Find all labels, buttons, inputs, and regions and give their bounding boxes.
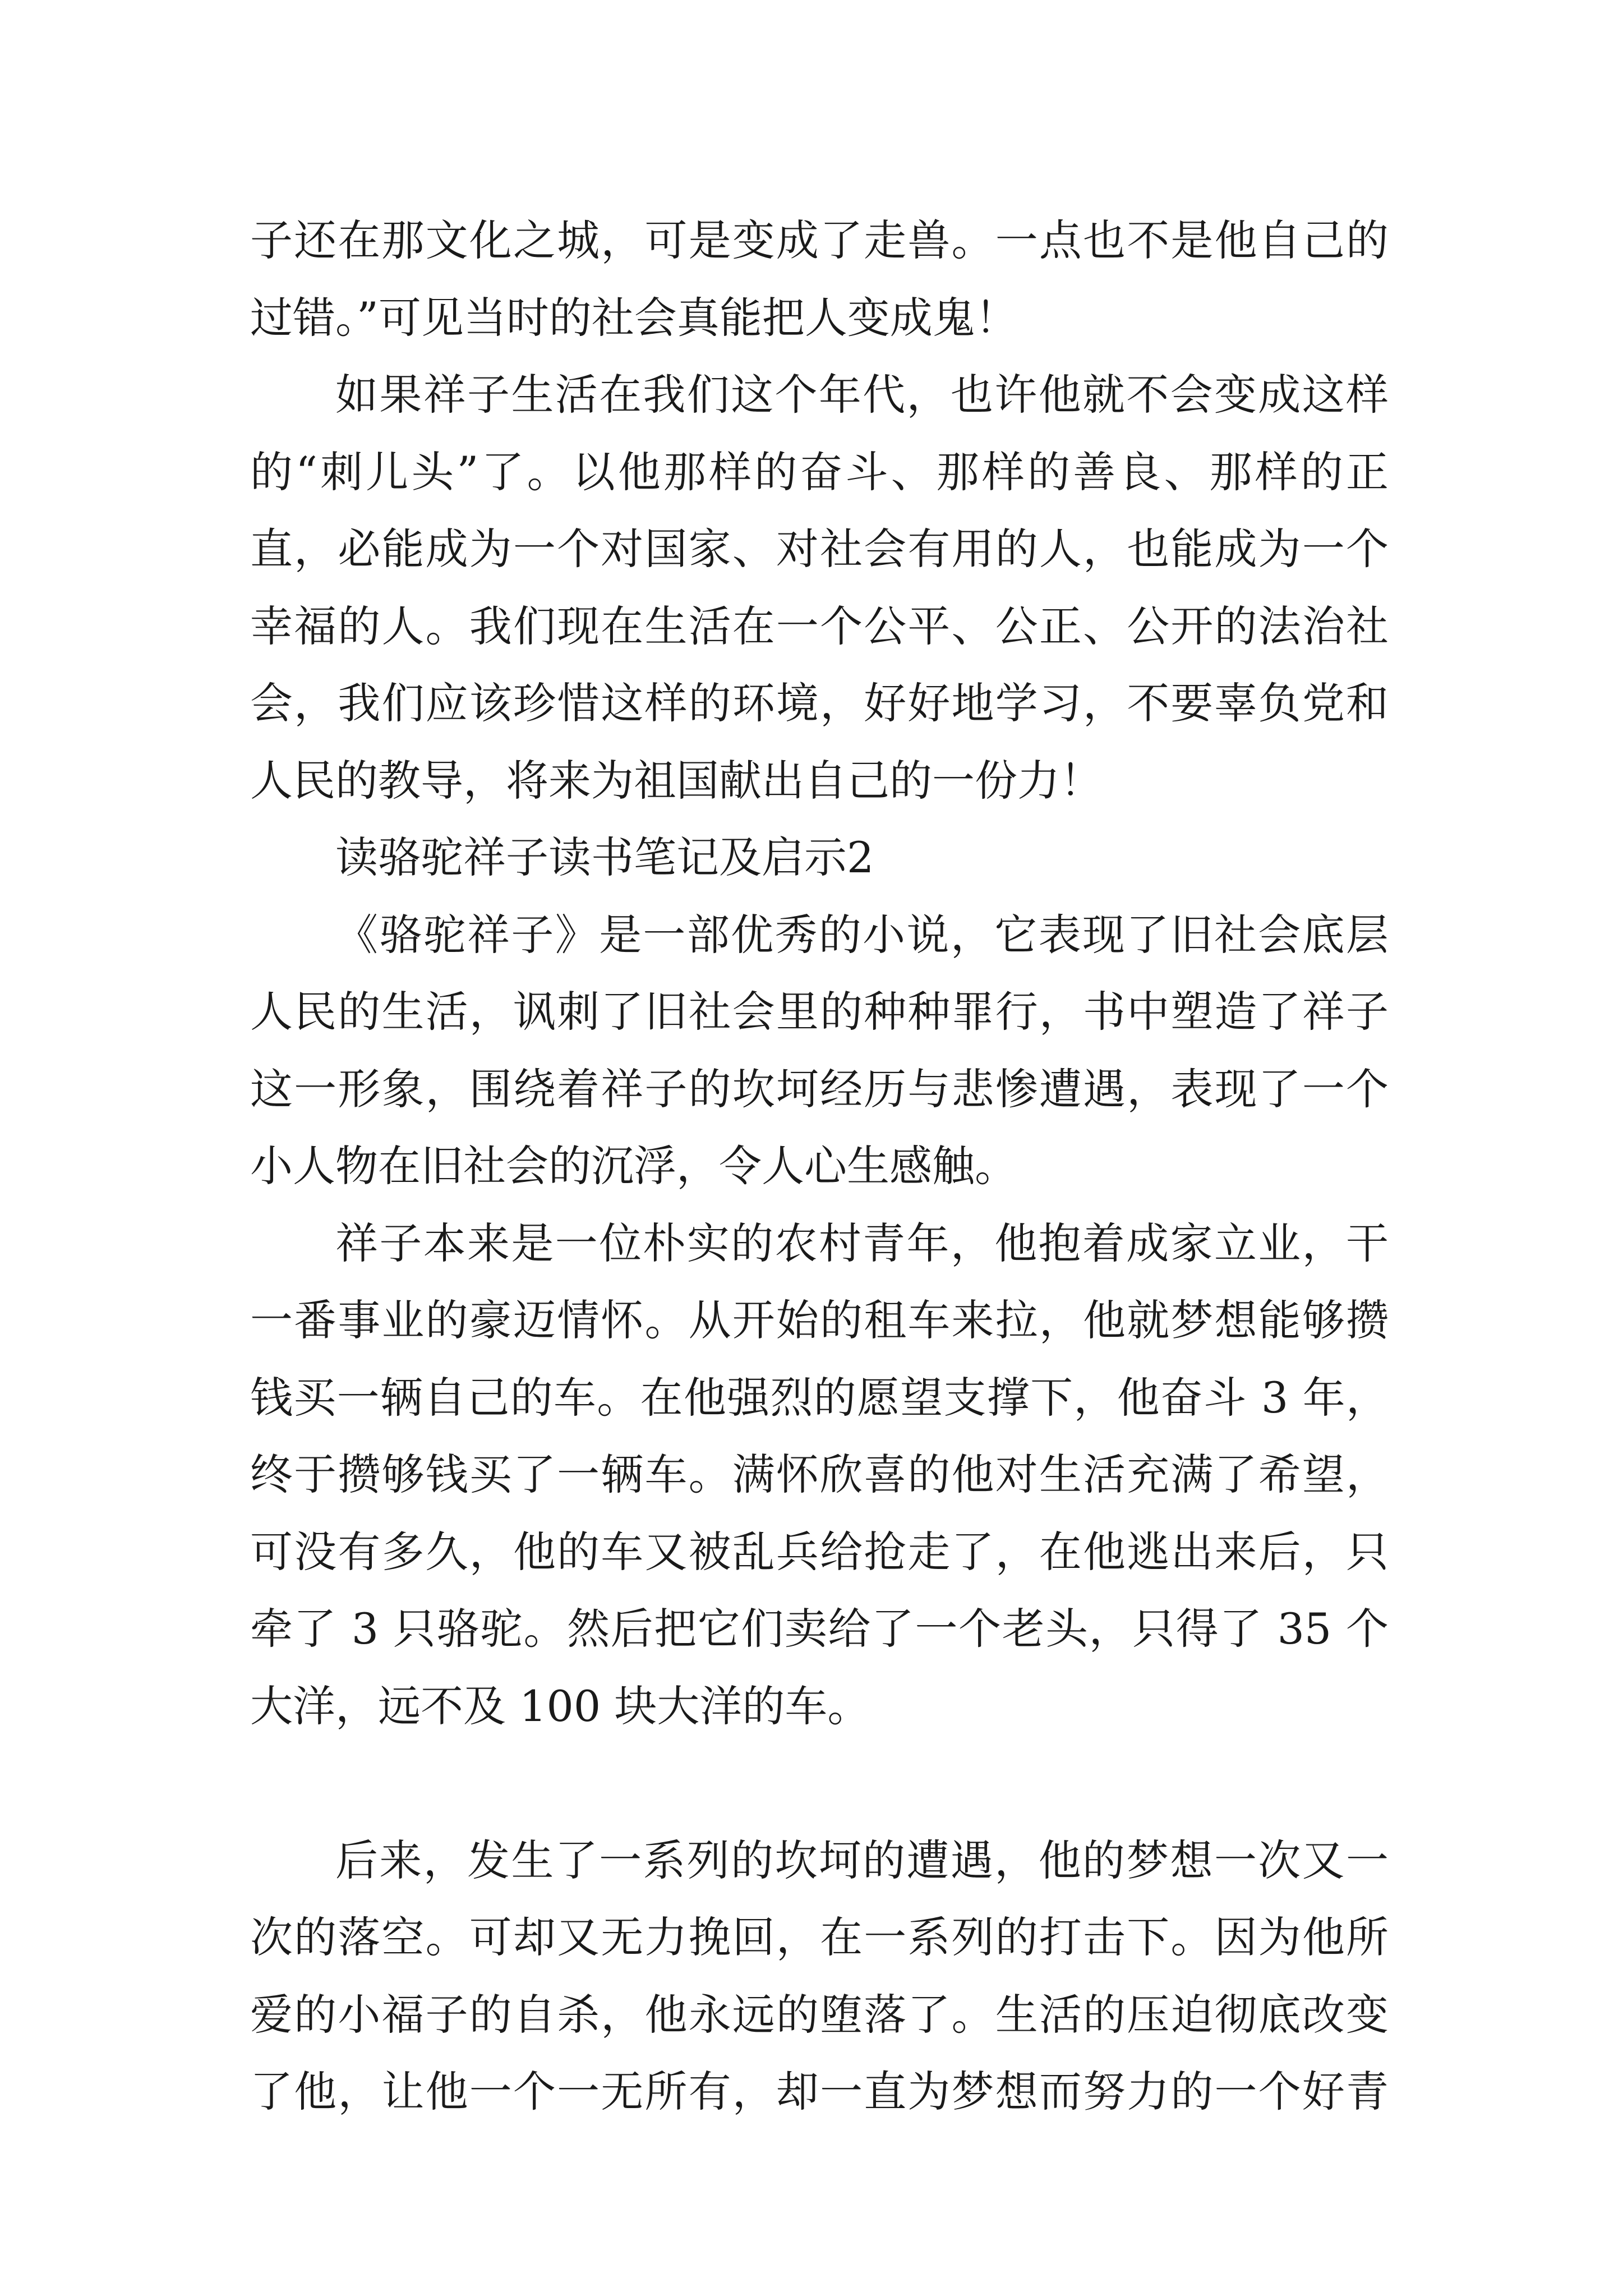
paragraph-gap bbox=[250, 1745, 1389, 1822]
text-line: 人民的教导，将来为祖国献出自己的一份力！ bbox=[250, 755, 1103, 806]
text-line: 小人物在旧社会的沉浮，令人心生感触。 bbox=[250, 1141, 1017, 1191]
text-line: 幸福的人。我们现在生活在一个公平、公正、公开的法治社 bbox=[250, 601, 1389, 651]
text-line: 大洋，远不及 100 块大洋的车。 bbox=[250, 1681, 870, 1731]
text-line: 如果祥子生活在我们这个年代，也许他就不会变成这样 bbox=[335, 370, 1389, 420]
text-line: 人民的生活，讽刺了旧社会里的种种罪行，书中塑造了祥子 bbox=[250, 987, 1389, 1037]
text-line: 过错。”可见当时的社会真能把人变成鬼！ bbox=[250, 292, 1018, 343]
text-line: 次的落空。可却又无力挽回，在一系列的打击下。因为他所 bbox=[250, 1912, 1389, 1962]
text-line: 直，必能成为一个对国家、对社会有用的人，也能成为一个 bbox=[250, 524, 1389, 574]
text-line: 祥子本来是一位朴实的农村青年，他抱着成家立业，干 bbox=[335, 1218, 1389, 1268]
text-line: 可没有多久，他的车又被乱兵给抢走了，在他逃出来后，只 bbox=[250, 1526, 1389, 1577]
text-line: 子还在那文化之城，可是变成了走兽。一点也不是他自己的 bbox=[250, 215, 1389, 265]
body-text bbox=[250, 202, 1389, 2131]
section-heading: 读骆驼祥子读书笔记及启示2 bbox=[335, 832, 874, 882]
text-line: 终于攒够钱买了一辆车。满怀欣喜的他对生活充满了希望， bbox=[250, 1450, 1389, 1499]
text-line: 钱买一辆自己的车。在他强烈的愿望支撑下，他奋斗 3 年， bbox=[250, 1372, 1389, 1423]
text-line: 爱的小福子的自杀，他永远的堕落了。生活的压迫彻底改变 bbox=[250, 1989, 1389, 2040]
text-line: 牵了 3 只骆驼。然后把它们卖给了一个老头，只得了 35 个 bbox=[250, 1604, 1389, 1654]
text-line: 会，我们应该珍惜这样的环境，好好地学习，不要辜负党和 bbox=[250, 678, 1389, 728]
text-line: 一番事业的豪迈情怀。从开始的租车来拉，他就梦想能够攒 bbox=[250, 1295, 1389, 1345]
text-line: 这一形象，围绕着祥子的坎坷经历与悲惨遭遇，表现了一个 bbox=[250, 1064, 1389, 1114]
text-line: 《骆驼祥子》是一部优秀的小说，它表现了旧社会底层 bbox=[335, 909, 1389, 960]
text-line: 的“刺儿头”了。以他那样的奋斗、那样的善良、那样的正 bbox=[250, 447, 1389, 497]
text-line: 了他，让他一个一无所有，却一直为梦想而努力的一个好青 bbox=[250, 2067, 1389, 2116]
text-line: 后来，发生了一系列的坎坷的遭遇，他的梦想一次又一 bbox=[335, 1835, 1389, 1885]
